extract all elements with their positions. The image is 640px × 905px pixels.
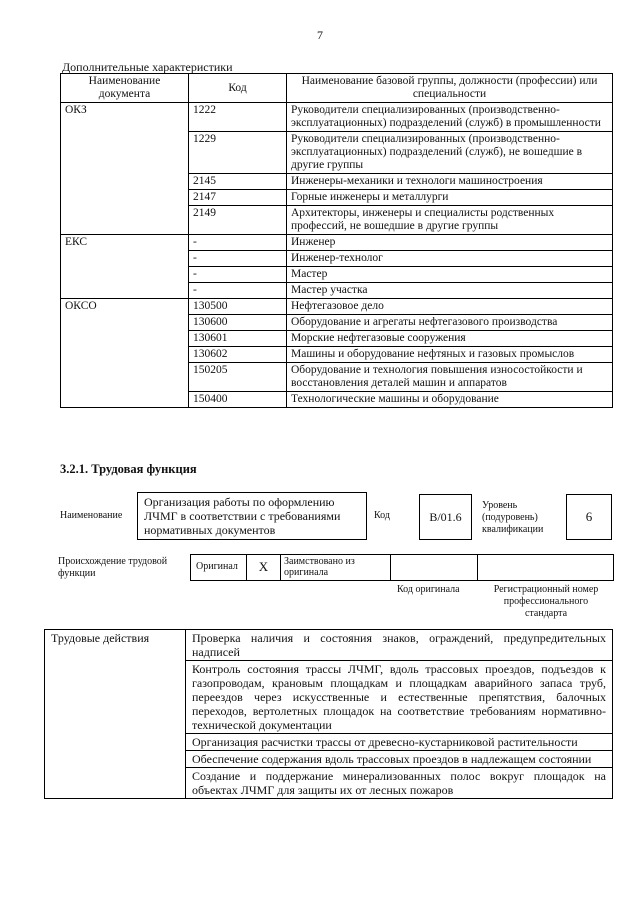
- code-cell: 150400: [189, 392, 287, 408]
- origin-label: Происхождение трудовой функции: [58, 556, 168, 579]
- section-title: 3.2.1. Трудовая функция: [60, 462, 197, 476]
- code-label: Код: [374, 510, 390, 521]
- labor-action-item: Проверка наличия и состояния знаков, ограждений, предупредительных надписей: [186, 630, 613, 661]
- group-name-cell: Машины и оборудование нефтяных и газовых промыслов: [287, 347, 613, 363]
- labor-action-item: Организация расчистки трассы от древесно-кустарниковой растительности: [186, 734, 613, 751]
- group-name-cell: Руководители специализированных (производственно-эксплуатационных) подразделений (служб) в промышленности: [287, 103, 613, 132]
- group-name-cell: Инженер-технолог: [287, 251, 613, 267]
- code-cell: -: [189, 251, 287, 267]
- labor-actions-label: Трудовые действия: [45, 630, 186, 799]
- qualification-level: 6: [566, 494, 612, 540]
- group-name-cell: Архитекторы, инженеры и специалисты родственных профессий, не вошедшие в другие группы: [287, 206, 613, 235]
- table-row: [61, 235, 613, 251]
- table-row: [61, 299, 613, 315]
- origin-row: [190, 554, 614, 581]
- code-cell: 1229: [189, 132, 287, 174]
- level-label: Уровень (подуровень) квалификации: [482, 500, 544, 535]
- table-row: [61, 103, 613, 132]
- doc-name-cell: ОКСО: [61, 299, 189, 408]
- doc-name-cell: ЕКС: [61, 235, 189, 299]
- code-original-label: Код оригинала: [397, 584, 460, 595]
- code-cell: 2149: [189, 206, 287, 235]
- borrowed-label: Заимствовано из оригинала: [281, 555, 391, 580]
- code-cell: 130602: [189, 347, 287, 363]
- group-name-cell: Руководители специализированных (производственно-эксплуатационных) подразделений (служб), не вошедшие в другие группы: [287, 132, 613, 174]
- additional-characteristics-caption: Дополнительные характеристики: [62, 60, 233, 74]
- group-name-cell: Мастер: [287, 267, 613, 283]
- group-name-cell: Оборудование и технология повышения износостойкости и восстановления деталей машин и аппаратов: [287, 363, 613, 392]
- reg-number-label: Регистрационный номер профессионального стандарта: [493, 584, 599, 619]
- code-cell: 1222: [189, 103, 287, 132]
- code-cell: 130600: [189, 315, 287, 331]
- group-name-cell: Оборудование и агрегаты нефтегазового производства: [287, 315, 613, 331]
- reg-number-cell: [478, 555, 613, 580]
- header-code: Код: [189, 74, 287, 103]
- group-name-cell: Горные инженеры и металлурги: [287, 190, 613, 206]
- name-label: Наименование: [60, 510, 123, 521]
- code-cell: 2147: [189, 190, 287, 206]
- table-header-row: [61, 74, 613, 103]
- code-cell: -: [189, 267, 287, 283]
- group-name-cell: Инженеры-механики и технологи машиностроения: [287, 174, 613, 190]
- function-code: B/01.6: [419, 494, 472, 540]
- code-cell: 130601: [189, 331, 287, 347]
- code-cell: 150205: [189, 363, 287, 392]
- labor-action-item: Контроль состояния трассы ЛЧМГ, вдоль трассовых проездов, подъездов к газопроводам, крановым площадкам и площадкам аварийного запаса труб, переездов через искусственные и естественные препятствия, балочных переходов, вертолетных площадок на соответствие требованиям нормативно-технической документации: [186, 661, 613, 734]
- header-doc-name: Наименование документа: [61, 74, 189, 103]
- page-number: 7: [317, 28, 323, 42]
- labor-action-item: Обеспечение содержания вдоль трассовых проездов в надлежащем состоянии: [186, 751, 613, 768]
- code-cell: 130500: [189, 299, 287, 315]
- labor-actions-table: [44, 629, 613, 799]
- group-name-cell: Мастер участка: [287, 283, 613, 299]
- group-name-cell: Технологические машины и оборудование: [287, 392, 613, 408]
- function-name: Организация работы по оформлению ЛЧМГ в соответствии с требованиями нормативных документов: [137, 492, 367, 540]
- doc-name-cell: ОКЗ: [61, 103, 189, 235]
- code-cell: 2145: [189, 174, 287, 190]
- group-name-cell: Морские нефтегазовые сооружения: [287, 331, 613, 347]
- group-name-cell: Нефтегазовое дело: [287, 299, 613, 315]
- labor-action-item: Создание и поддержание минерализованных полос вокруг площадок на объектах ЛЧМГ для защиты их от лесных пожаров: [186, 768, 613, 799]
- labor-action-row: [45, 630, 613, 661]
- original-label: Оригинал: [191, 555, 247, 580]
- additional-characteristics-table: [60, 73, 613, 408]
- code-cell: -: [189, 235, 287, 251]
- header-group-name: Наименование базовой группы, должности (профессии) или специальности: [287, 74, 613, 103]
- code-cell: -: [189, 283, 287, 299]
- code-original-cell: [391, 555, 478, 580]
- group-name-cell: Инженер: [287, 235, 613, 251]
- original-mark: X: [247, 555, 281, 580]
